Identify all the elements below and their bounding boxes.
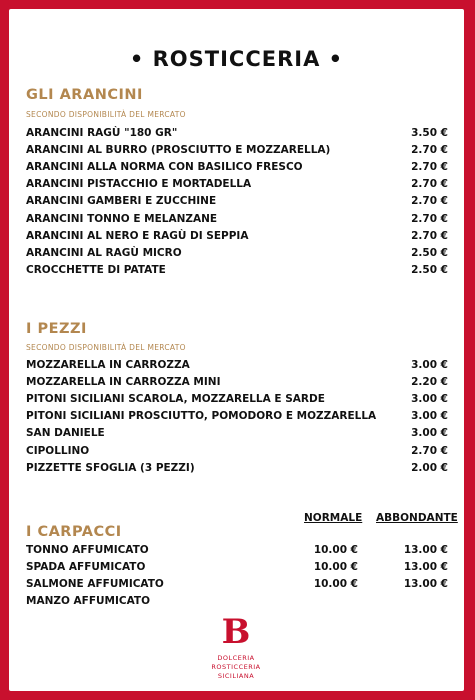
menu-item-name: ARANCINI GAMBERI E ZUCCHINE	[26, 195, 217, 208]
menu-item	[26, 161, 448, 178]
menu-item-price: 3.00 €	[411, 410, 448, 423]
menu-item	[26, 195, 448, 212]
section-subtitle-arancini: SECONDO DISPONIBILITÀ DEL MERCATO	[26, 110, 186, 119]
brand-logo	[206, 612, 266, 687]
page-title	[9, 47, 464, 71]
menu-item	[26, 359, 448, 376]
menu-item-price: 2.70 €	[411, 144, 448, 157]
menu-item	[26, 376, 448, 393]
menu-item-name: ARANCINI TONNO E MELANZANE	[26, 212, 218, 225]
menu-item-price: 2.70 €	[411, 212, 448, 225]
menu-item-price: 2.00 €	[411, 461, 448, 474]
logo-mark: B	[221, 612, 251, 652]
logo-line-1: DOLCERIA	[217, 654, 255, 662]
column-header-normale: NORMALE	[304, 512, 363, 524]
carpaccio-price-abbondante: 13.00 €	[403, 561, 448, 573]
menu-item	[26, 127, 448, 144]
column-header-abbondante: ABBONDANTE	[376, 512, 458, 524]
carpaccio-price-abbondante: 13.00 €	[403, 544, 448, 556]
menu-item-price: 2.70 €	[411, 161, 448, 174]
menu-card	[9, 9, 464, 691]
menu-item	[26, 410, 448, 427]
menu-item-price: 2.50 €	[411, 246, 448, 259]
logo-line-3: SICILIANA	[217, 672, 255, 680]
carpaccio-item	[26, 561, 448, 578]
menu-item	[26, 230, 448, 247]
carpaccio-name: SPADA AFFUMICATO	[26, 561, 146, 573]
menu-item-name: ARANCINI AL BURRO (PROSCIUTTO E MOZZARELLA)	[26, 144, 331, 157]
title-text: ROSTICCERIA	[152, 47, 321, 71]
menu-item-price: 2.70 €	[411, 195, 448, 208]
menu-item	[26, 427, 448, 444]
section-title-carpacci: I CARPACCI	[26, 524, 122, 540]
menu-item-price: 2.50 €	[411, 263, 448, 276]
section-subtitle-pezzi: SECONDO DISPONIBILITÀ DEL MERCATO	[26, 343, 186, 352]
carpaccio-name: TONNO AFFUMICATO	[26, 544, 149, 556]
carpaccio-item	[26, 595, 448, 612]
menu-item	[26, 213, 448, 230]
menu-item-name: MOZZARELLA IN CARROZZA MINI	[26, 376, 221, 389]
carpaccio-price-normale: 10.00 €	[313, 578, 358, 590]
menu-item-name: MOZZARELLA IN CARROZZA	[26, 359, 190, 371]
menu-item-name: CROCCHETTE DI PATATE	[26, 263, 166, 276]
menu-item	[26, 393, 448, 410]
section-title-arancini: GLI ARANCINI	[26, 87, 143, 103]
menu-item-name: ARANCINI AL RAGÙ MICRO	[26, 246, 182, 259]
menu-item-name: ARANCINI AL NERO E RAGÙ DI SEPPIA	[26, 229, 249, 242]
menu-item-name: ARANCINI RAGÙ "180 GR"	[26, 127, 178, 139]
menu-item-price: 3.00 €	[411, 427, 448, 440]
menu-item-price: 2.20 €	[411, 376, 448, 389]
carpaccio-name: MANZO AFFUMICATO	[26, 595, 151, 607]
menu-item-name: CIPOLLINO	[26, 444, 90, 457]
carpaccio-item	[26, 544, 448, 561]
menu-item-name: ARANCINI ALLA NORMA CON BASILICO FRESCO	[26, 161, 303, 174]
menu-item-name: PIZZETTE SFOGLIA (3 PEZZI)	[26, 461, 195, 474]
menu-item-name: SAN DANIELE	[26, 427, 105, 440]
title-bullet-right: •	[328, 47, 344, 71]
logo-line-2: ROSTICCERIA	[211, 663, 261, 671]
menu-item-price: 2.70 €	[411, 444, 448, 457]
menu-item	[26, 264, 448, 281]
menu-item-name: ARANCINI PISTACCHIO E MORTADELLA	[26, 178, 252, 191]
carpaccio-price-normale: 10.00 €	[313, 544, 358, 556]
menu-item-name: PITONI SICILIANI PROSCIUTTO, POMODORO E MOZZARELLA	[26, 410, 377, 423]
carpaccio-price-abbondante: 13.00 €	[403, 578, 448, 590]
menu-item-price: 3.50 €	[411, 127, 448, 139]
menu-item	[26, 144, 448, 161]
menu-item-price: 2.70 €	[411, 178, 448, 191]
menu-item	[26, 247, 448, 264]
carpaccio-price-normale: 10.00 €	[313, 561, 358, 573]
menu-item-price: 3.00 €	[411, 393, 448, 406]
menu-item-price: 2.70 €	[411, 229, 448, 242]
section-title-pezzi: I PEZZI	[26, 321, 87, 337]
menu-item-price: 3.00 €	[411, 359, 448, 371]
carpaccio-item	[26, 578, 448, 595]
menu-item	[26, 462, 448, 479]
title-bullet-left: •	[129, 47, 145, 71]
menu-item	[26, 178, 448, 195]
menu-item	[26, 445, 448, 462]
menu-item-name: PITONI SICILIANI SCAROLA, MOZZARELLA E SARDE	[26, 393, 325, 406]
carpaccio-name: SALMONE AFFUMICATO	[26, 578, 164, 590]
